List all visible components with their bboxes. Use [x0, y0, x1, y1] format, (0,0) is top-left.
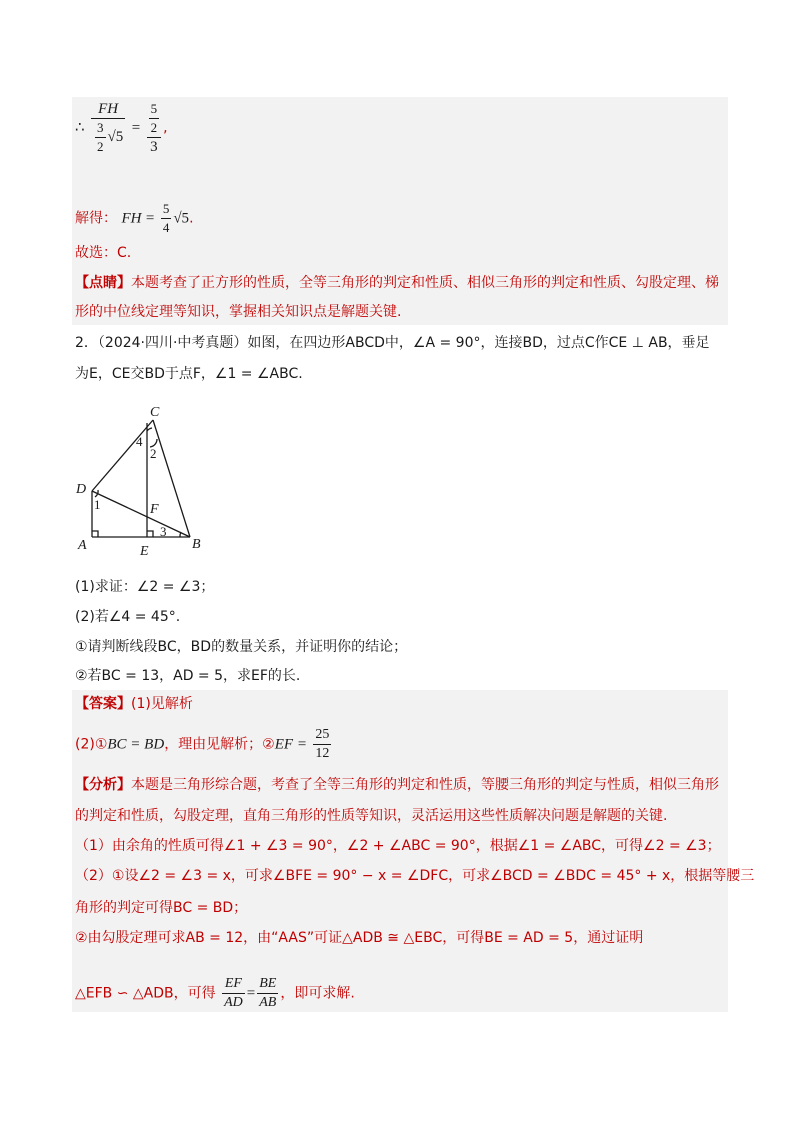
quadrilateral-figure — [74, 401, 214, 566]
right-angle-A — [92, 531, 98, 537]
label-A: A — [78, 538, 87, 553]
segment-DB — [92, 491, 190, 537]
label-F: F — [150, 502, 159, 517]
angle-label-1: 1 — [94, 497, 101, 512]
part-1: (1)求证：∠2 = ∠3； — [75, 579, 215, 595]
analysis-line-2: 的判定和性质，勾股定理，直角三角形的性质等知识，灵活运用这些性质解决问题是解题的关键. — [75, 808, 668, 824]
label-E: E — [140, 544, 149, 559]
fh-numerator: FH — [91, 100, 125, 119]
therefore-symbol: ∴ — [75, 118, 85, 136]
label-C: C — [150, 405, 160, 420]
choice-line: 故选：C. — [75, 245, 132, 261]
analysis-step-3: ②由勾股定理可求AB = 12，由“AAS”可证△ADB ≅ △EBC，可得BE = AD = 5，通过证明 — [75, 930, 644, 946]
answer-line-1: 【答案】(1)见解析 — [75, 696, 193, 712]
question-2-line-2: 为E，CE交BD于点F，∠1 = ∠ABC. — [75, 366, 303, 382]
analysis-step-1: （1）由余角的性质可得∠1 + ∠3 = 90°，∠2 + ∠ABC = 90°，根据∠1 = ∠ABC，可得∠2 = ∠3； — [75, 838, 721, 854]
ratio-bottom: 3 — [150, 139, 158, 155]
fraction-equation: ∴ FH $\frac{3}{2}$ √5 = $\frac{\frac{5}{2}}{3}$ , — [75, 101, 168, 155]
label-D: D — [76, 482, 87, 497]
comment-line-2: 形的中位线定理等知识，掌握相关知识点是解题关键. — [75, 304, 402, 320]
angle-arc-4 — [147, 428, 152, 431]
angle-label-2: 2 — [150, 446, 157, 461]
sub-question-1: ①请判断线段BC，BD的数量关系，并证明你的结论； — [75, 639, 408, 655]
segment-DC — [92, 420, 153, 491]
answer-line-2: (2)①BC = BD，理由见解析；②EF = $\frac{25}{12}$ — [75, 727, 330, 761]
analysis-line-1: 【分析】本题是三角形综合题，考查了全等三角形的判定和性质，等腰三角形的判定与性质，相似三角形 — [75, 777, 719, 793]
angle-label-3: 3 — [160, 524, 167, 539]
ratio-top: $\frac{5}{2}$ — [147, 100, 162, 138]
angle-arc-3 — [180, 532, 181, 537]
analysis-step-4: △EFB ∽ △ADB，可得 $\frac{EF}{AD}$ = $\frac{BE}{AB}$ ，即可求解. — [75, 976, 355, 1010]
comment-line-1: 【点睛】本题考查了正方形的性质，全等三角形的判定和性质、相似三角形的判定和性质、勾股定理、梯 — [75, 275, 719, 291]
angle-label-4: 4 — [136, 434, 143, 449]
analysis-step-2a: （2）①设∠2 = ∠3 = x，可求∠BFE = 90° − x = ∠DFC，可求∠BCD = ∠BDC = 45° + x，根据等腰三 — [75, 868, 755, 884]
fh-denominator: $\frac{3}{2}$ √5 — [97, 120, 124, 154]
segment-CB — [153, 420, 190, 537]
solve-result: 解得： FH = $\frac{5}{4}$ √5. — [75, 201, 194, 235]
analysis-step-2b: 角形的判定可得BC = BD； — [75, 900, 248, 916]
right-angle-E — [147, 531, 153, 537]
sub-question-2: ②若BC = 13，AD = 5，求EF的长. — [75, 668, 301, 684]
label-B: B — [192, 537, 201, 552]
question-2-line-1: 2．（2024·四川·中考真题）如图，在四边形ABCD中，∠A = 90°，连接BD，过点C作CE ⊥ AB，垂足 — [75, 335, 710, 351]
part-2: (2)若∠4 = 45°. — [75, 609, 181, 625]
equals-sign: = — [131, 120, 141, 136]
